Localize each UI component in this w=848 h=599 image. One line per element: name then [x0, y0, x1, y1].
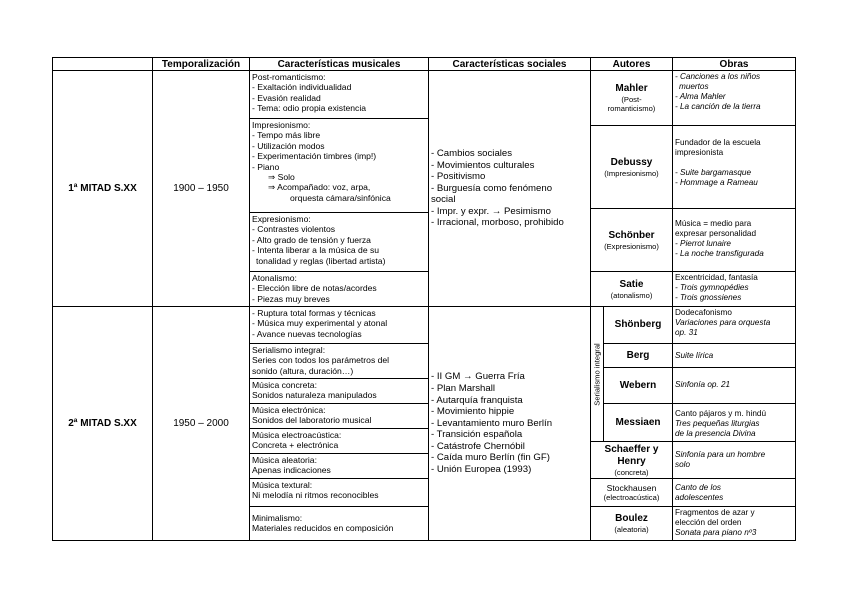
work-line: Fundador de la escuela [675, 138, 761, 147]
social-item: - Catástrofe Chernóbil [431, 440, 525, 452]
author-style: (aleatoria) [614, 525, 649, 534]
works-schonberg [672, 208, 796, 272]
author-style: (concreta) [614, 467, 649, 477]
work-line: - Pierrot lunaire [675, 239, 731, 248]
text-line: - Avance nuevas tecnologías [252, 328, 362, 339]
text-line: - Utilización modos [252, 140, 325, 151]
work-line: Variaciones para orquesta [675, 318, 771, 327]
text-line: Música electroacústica: [252, 430, 342, 440]
works-stockhausen [672, 478, 796, 507]
social-second-half [428, 306, 591, 541]
social-item: - Irracional, morboso, prohibido [431, 217, 564, 229]
text-line: Serialismo integral: [252, 345, 326, 355]
works-schaeffer-henry [672, 441, 796, 479]
work-line: muertos [679, 82, 709, 91]
text-line: Música aleatoria: [252, 455, 317, 465]
text-line: - Intenta liberar a la música de su [252, 245, 380, 256]
social-item: - Unión Europea (1993) [431, 464, 532, 476]
musical-postromanticismo [249, 70, 429, 119]
social-item: - Cambios sociales [431, 147, 513, 159]
author-name: Webern [619, 379, 657, 391]
author-style: (atonalismo) [610, 290, 653, 300]
works-messiaen [672, 403, 796, 442]
works-debussy [672, 125, 796, 209]
social-item: social [431, 194, 456, 206]
header-musicales: Características musicales [249, 57, 429, 71]
work-line: Excentricidad, fantasía [675, 273, 758, 282]
work-line: de la presencia Divina [675, 429, 756, 438]
social-item: - Movimiento hippie [431, 406, 515, 418]
work-line: Tres pequeñas liturgias [675, 419, 760, 428]
social-item: - Burguesía como fenómeno [431, 182, 553, 194]
social-item: - Plan Marshall [431, 382, 495, 394]
musical-expresionismo [249, 212, 429, 272]
text-line: - Piezas muy breves [252, 293, 330, 304]
author-name: Schönber [608, 229, 655, 241]
text-line: Series con todos los parámetros del [252, 355, 390, 366]
work-line: Canto pájaros y m. hindú [675, 409, 767, 418]
works-webern [672, 367, 796, 404]
work-line: - Suite bargamasque [675, 168, 752, 177]
works-shonberg [672, 306, 796, 344]
work-line: - La canción de la tierra [675, 102, 761, 111]
text-line: Post-romanticismo: [252, 72, 326, 82]
musical-atonalismo [249, 271, 429, 307]
work-line: - La noche transfigurada [675, 249, 764, 258]
text-line: tonalidad y reglas (libertad artista) [256, 255, 386, 266]
work-line: Fragmentos de azar y [675, 508, 755, 517]
musical-general-20th [249, 306, 429, 344]
author-boulez [590, 506, 673, 541]
author-schonberg [590, 208, 673, 272]
work-line: Música = medio para [675, 219, 752, 228]
social-item: - II GM → Guerra Fría [431, 371, 525, 383]
author-berg [603, 343, 673, 368]
years-second-half: 1950 – 2000 [152, 306, 250, 541]
author-name: Schaeffer y Henry [604, 443, 659, 467]
work-line [675, 158, 795, 168]
work-line: solo [675, 460, 691, 469]
author-name: Shönberg [614, 319, 662, 330]
author-stockhausen [590, 478, 673, 507]
text-line: Materiales reducidos en composición [252, 523, 394, 534]
text-line: - Evasión realidad [252, 92, 321, 103]
works-mahler [672, 70, 796, 126]
social-item: - Impr. y expr. → Pesimismo [431, 205, 551, 217]
author-satie [590, 271, 673, 307]
work-line: op. 31 [675, 328, 698, 337]
text-line: - Alto grado de tensión y fuerza [252, 234, 371, 245]
author-debussy [590, 125, 673, 209]
musical-aleatoria [249, 453, 429, 479]
text-line: Sonidos naturaleza manipulados [252, 390, 377, 401]
work-line: Dodecafonismo [675, 308, 732, 317]
serialism-vertical-label [590, 306, 604, 442]
header-autores: Autores [590, 57, 673, 71]
text-line: Música concreta: [252, 380, 317, 390]
text-line: Apenas indicaciones [252, 465, 331, 476]
period-second-half: 2ª MITAD S.XX [52, 306, 153, 541]
author-name: Berg [626, 349, 650, 361]
text-line: Expresionismo: [252, 214, 311, 224]
text-line: sonido (altura, duración…) [252, 365, 354, 376]
text-line: Minimalismo: [252, 513, 303, 523]
work-line: Sonata para piano nº3 [675, 528, 757, 537]
author-style: (Expresionismo) [604, 241, 659, 251]
work-line: impresionista [675, 148, 724, 157]
work-line: - Canciones a los niños [675, 72, 761, 81]
text-line: - Experimentación timbres (imp!) [252, 151, 377, 162]
header-sociales: Características sociales [428, 57, 591, 71]
author-name: Messiaen [615, 416, 661, 428]
work-line: Canto de los [675, 483, 721, 492]
author-name: Stockhausen [606, 483, 657, 493]
text-line: Música electrónica: [252, 405, 326, 415]
work-line: - Alma Mahler [675, 92, 726, 101]
text-line: - Tema: odio propia existencia [252, 103, 367, 114]
text-line: - Exaltación individualidad [252, 82, 352, 93]
text-line: - Contrastes violentos [252, 224, 336, 235]
author-style: romanticismo) [607, 104, 656, 113]
work-line: elección del orden [675, 518, 742, 527]
author-shonberg [603, 306, 673, 344]
header-corner [52, 57, 153, 71]
author-messiaen [603, 403, 673, 442]
author-webern [603, 367, 673, 404]
text-line: Ni melodía ni ritmos reconocibles [252, 490, 379, 501]
musical-electronica [249, 403, 429, 429]
author-mahler [590, 70, 673, 126]
text-line: - Piano [252, 161, 280, 172]
author-style: (Impresionismo) [604, 168, 659, 178]
text-line: Atonalismo: [252, 273, 297, 283]
work-line: - Trois gnossienes [675, 293, 742, 302]
social-first-half [428, 70, 591, 307]
work-line: Sinfonía para un hombre [675, 450, 766, 459]
text-line: Música textural: [252, 480, 313, 490]
work-line: adolescentes [675, 493, 724, 502]
text-line: - Elección libre de notas/acordes [252, 283, 377, 294]
musical-serialismo [249, 343, 429, 379]
works-boulez [672, 506, 796, 541]
work-line: Suite lírica [675, 351, 714, 360]
social-item: - Transición española [431, 429, 523, 441]
author-schaeffer-henry [590, 441, 673, 479]
work-line: expresar personalidad [675, 229, 757, 238]
musical-electroacustica [249, 428, 429, 454]
social-item: - Movimientos culturales [431, 159, 535, 171]
text-line: - Música muy experimental y atonal [252, 318, 388, 329]
years-first-half: 1900 – 1950 [152, 70, 250, 307]
social-item: - Levantamiento muro Berlín [431, 417, 553, 429]
social-item: - Caída muro Berlín (fin GF) [431, 452, 550, 464]
text-line: ⇒ Solo [268, 172, 295, 183]
text-line: - Ruptura total formas y técnicas [252, 308, 376, 318]
author-name: Mahler [615, 83, 648, 94]
author-name: Satie [619, 278, 644, 290]
work-line: - Trois gymnopédies [675, 283, 749, 292]
period-first-half: 1ª MITAD S.XX [52, 70, 153, 307]
text-line: Sonidos del laboratorio musical [252, 415, 372, 426]
author-style: (Post- [621, 95, 642, 104]
works-berg [672, 343, 796, 368]
work-line: Sinfonía op. 21 [675, 380, 731, 389]
text-line: orquesta cámara/sinfónica [290, 192, 391, 203]
header-obras: Obras [672, 57, 796, 71]
author-name: Boulez [615, 513, 648, 524]
musical-textural [249, 478, 429, 507]
social-item: - Positivismo [431, 171, 486, 183]
musical-concreta [249, 378, 429, 404]
text-line: ⇒ Acompañado: voz, arpa, [268, 182, 371, 193]
serialism-label: Serialismo integral [592, 342, 602, 406]
author-name: Debussy [610, 156, 653, 168]
work-line: - Hommage a Rameau [675, 178, 758, 187]
works-satie [672, 271, 796, 307]
header-temporalizacion: Temporalización [152, 57, 250, 71]
text-line: Impresionismo: [252, 120, 311, 130]
text-line: Concreta + electrónica [252, 440, 339, 451]
musical-impresionismo [249, 118, 429, 213]
musical-minimalismo [249, 506, 429, 541]
author-style: (electroacústica) [603, 493, 660, 502]
social-item: - Autarquía franquista [431, 394, 523, 406]
text-line: - Tempo más libre [252, 130, 321, 141]
